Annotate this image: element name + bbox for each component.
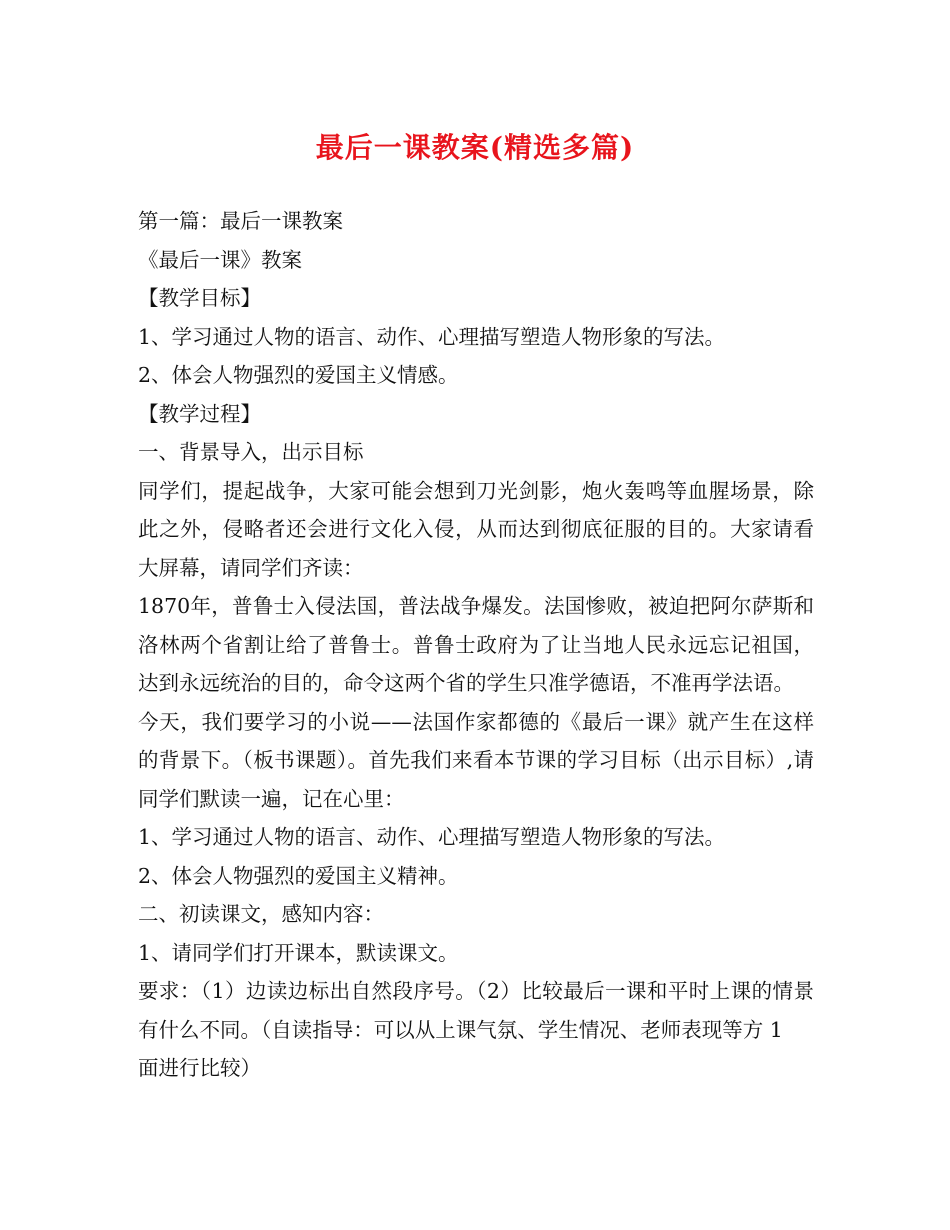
text-line: 2、体会人物强烈的爱国主义精神。 [138,863,459,888]
text-line: 1、学习通过人物的语言、动作、心理描写塑造人物形象的写法。 [138,825,726,849]
text-line: 【教学过程】 [138,401,261,426]
paragraph: 今天，我们要学习的小说——法国作家都德的《最后一课》就产生在这样的背景下。（板书课题）。首先我们来看本节课的学习目标（出示目标）,请同学们默读一遍，记在心里： [138,709,814,811]
text-line: 2、体会人物强烈的爱国主义情感。 [138,363,459,387]
paragraph: 1870年，普鲁士入侵法国，普法战争爆发。法国惨败，被迫把阿尔萨斯和洛林两个省割让给了普鲁士。普鲁士政府为了让当地人民永远忘记祖国，达到永远统治的目的，命令这两个省的学生只准学德语，不准再学法语。 [138,594,814,695]
text-line: 一、背景导入，出示目标 [138,440,364,464]
text-line: 1、请同学们打开课本，默读课文。 [138,940,459,965]
document-title: 最后一课教案(精选多篇) [315,131,635,164]
paragraph: 要求：（1）边读边标出自然段序号。（2）比较最后一课和平时上课的情景有什么不同。（自读指导：可以从上课气氛、学生情况、老师表现等方 1 [138,979,814,1042]
text-line: 【教学目标】 [138,286,261,310]
document-body [138,202,814,1088]
text-line: 1、学习通过人物的语言、动作、心理描写塑造人物形象的写法。 [138,324,726,349]
paragraph: 同学们，提起战争，大家可能会想到刀光剑影，炮火轰鸣等血腥场景，除此之外，侵略者还会进行文化入侵，从而达到彻底征服的目的。大家请看大屏幕，请同学们齐读： [138,478,814,580]
text-line: 第一篇：最后一课教案 [138,209,343,233]
text-line: 二、初读课文，感知内容： [138,902,384,926]
text-line: 面进行比较） [138,1056,261,1080]
text-line: 《最后一课》教案 [138,247,302,272]
